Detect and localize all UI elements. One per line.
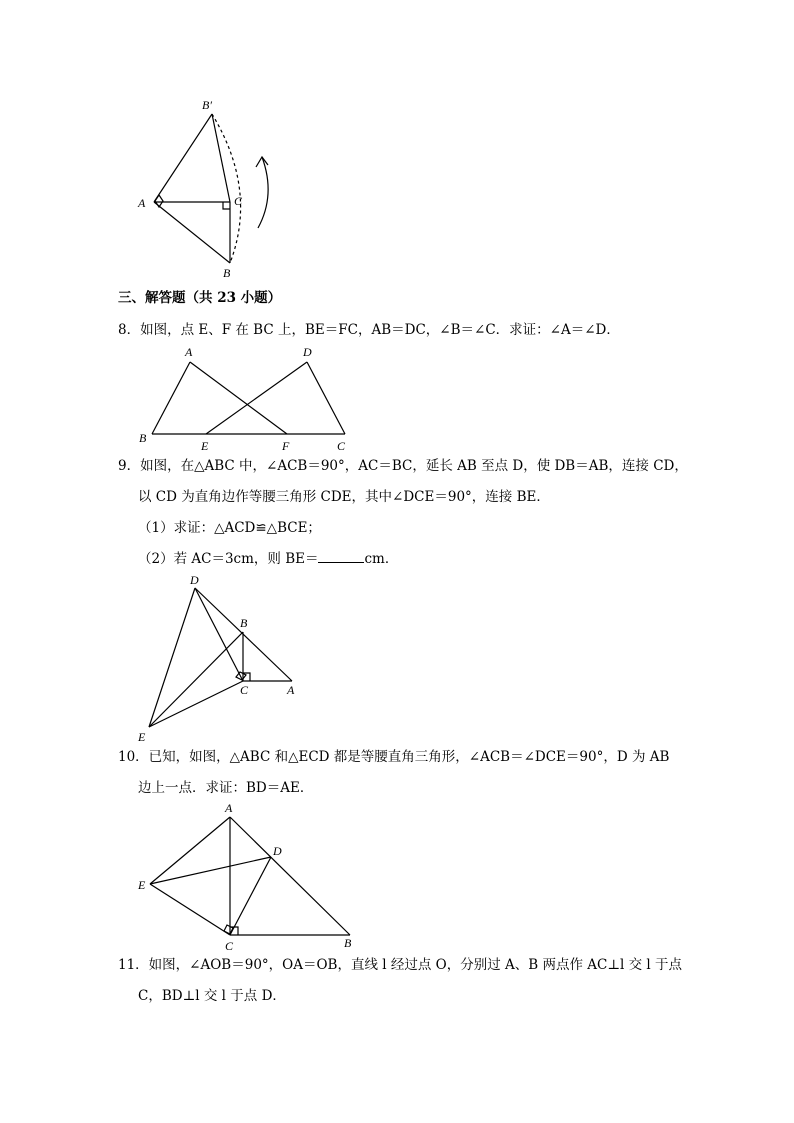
segment-a-b	[152, 362, 190, 434]
answer-blank	[318, 562, 364, 563]
label-e: E	[138, 878, 146, 892]
label-f: F	[282, 439, 290, 453]
label-a: A	[185, 345, 193, 359]
label-e: E	[138, 730, 146, 744]
label-a: A	[138, 196, 146, 210]
figure-rotation	[130, 95, 290, 285]
segment-a-f	[190, 362, 287, 434]
segment-d-e	[206, 362, 307, 434]
problem-9-part-1: （1）求证：△ACD≌△BCE；	[138, 520, 321, 536]
segment-d-c	[307, 362, 345, 434]
label-b: B	[223, 266, 231, 280]
problem-10-line-1: 10．已知，如图，△ABC 和△ECD 都是等腰直角三角形，∠ACB＝∠DCE＝90°，D 为 AB	[118, 749, 670, 765]
right-angle-mark-a	[155, 195, 163, 207]
segment-d-c	[195, 588, 243, 681]
segment-a-e	[150, 817, 230, 884]
label-b: B	[139, 431, 147, 445]
problem-9-line-1: 9．如图，在△ABC 中，∠ACB＝90°，AC＝BC，延长 AB 至点 D，使 DB＝AB，连接 CD，	[118, 458, 688, 474]
segment-e-c	[150, 884, 230, 935]
figure-problem-10	[130, 800, 360, 955]
figure-problem-9	[130, 572, 310, 747]
label-a: A	[287, 683, 295, 697]
label-d: D	[273, 844, 282, 858]
label-c: C	[234, 194, 243, 208]
segment-e-c	[149, 681, 243, 727]
label-d: D	[303, 345, 312, 359]
section-heading: 三、解答题（共 23 小题）	[118, 290, 282, 306]
label-d: D	[190, 573, 199, 587]
label-e: E	[201, 439, 209, 453]
segment-d-e	[149, 588, 195, 727]
figure-problem-8	[135, 342, 365, 454]
label-b: B	[240, 616, 248, 630]
rotation-arrow-arc	[258, 157, 268, 228]
problem-10-line-2: 边上一点．求证：BD＝AE．	[138, 780, 314, 796]
segment-a-b	[230, 817, 350, 935]
label-b: B	[344, 936, 352, 950]
problem-8-text: 8．如图，点 E、F 在 BC 上，BE＝FC，AB＝DC，∠B＝∠C．求证：∠A＝∠D．	[118, 322, 620, 338]
label-c: C	[225, 939, 234, 953]
problem-11-line-1: 11．如图，∠AOB＝90°，OA＝OB，直线 l 经过点 O，分别过 A、B 两点作 AC⊥l 交 l 于点	[118, 957, 683, 973]
label-a: A	[225, 801, 233, 815]
segment-c-d	[230, 857, 271, 935]
segment-a-b	[154, 202, 230, 263]
problem-11-line-2: C，BD⊥l 交 l 于点 D．	[138, 988, 286, 1004]
segment-bprime-c	[212, 114, 230, 202]
problem-9-part-2	[138, 551, 398, 567]
label-c: C	[240, 683, 249, 697]
label-b-prime: B′	[202, 98, 212, 112]
segment-a-bprime	[154, 114, 212, 202]
segment-e-b	[149, 632, 243, 727]
problem-9-part-2-before: （2）若 AC＝3cm，则 BE＝	[138, 551, 319, 567]
problem-9-line-2: 以 CD 为直角边作等腰三角形 CDE，其中∠DCE＝90°，连接 BE．	[138, 489, 550, 505]
problem-9-part-2-after: cm．	[364, 551, 399, 567]
label-c: C	[337, 439, 346, 453]
segment-e-d	[150, 857, 271, 884]
right-angle-mark-c	[223, 202, 230, 209]
